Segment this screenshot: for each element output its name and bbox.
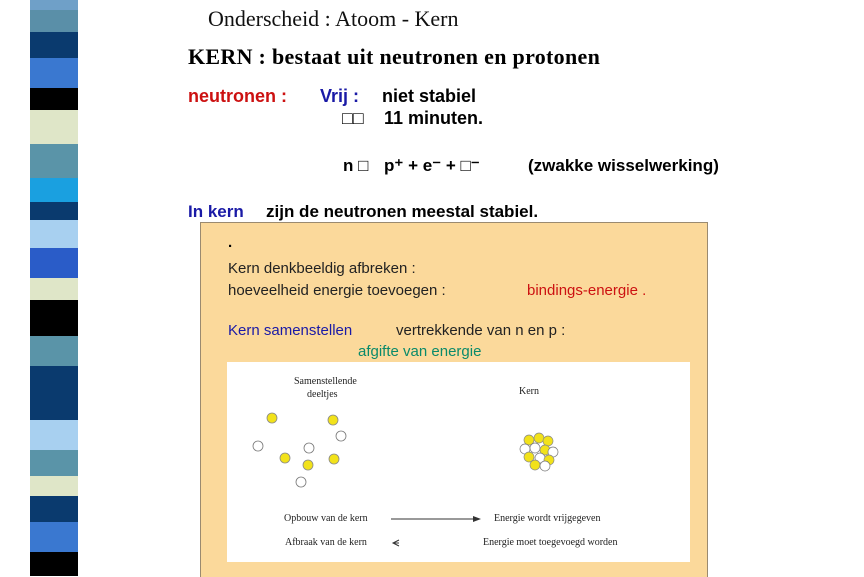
nucleus-diagram	[227, 362, 690, 562]
neutron-particle	[296, 477, 306, 487]
afgifte-text: afgifte van energie	[358, 343, 482, 360]
label-deeltjes: deeltjes	[307, 389, 338, 400]
nucleus-particle	[543, 436, 553, 446]
proton-particle	[329, 454, 339, 464]
halftime-text: 11 minuten.	[384, 108, 484, 128]
decay-neutron: n □	[343, 156, 369, 175]
box-line-1: Kern denkbeeldig afbreken :	[228, 260, 416, 277]
label-afbraak: Afbraak van de kern	[285, 537, 367, 548]
label-opbouw-result: Energie wordt vrijgegeven	[494, 513, 601, 524]
box-line-3b: vertrekkende van n en p :	[396, 322, 566, 339]
label-samenstellende: Samenstellende	[294, 376, 357, 387]
decorative-side-strip	[30, 0, 78, 576]
nucleus-particle	[540, 461, 550, 471]
arrow-right-head	[473, 516, 481, 522]
vrij-label: Vrij :	[320, 86, 360, 106]
neutron-particle	[336, 431, 346, 441]
box-dot: .	[228, 234, 233, 251]
in-kern-text: zijn de neutronen meestal stabiel.	[266, 202, 539, 221]
proton-particle	[280, 453, 290, 463]
neutronen-label: neutronen :	[188, 86, 287, 106]
in-kern-label: In kern	[188, 202, 244, 221]
bindings-energie: bindings-energie .	[527, 282, 647, 299]
decay-note: (zwakke wisselwerking)	[528, 156, 719, 175]
diagram-graphics	[227, 362, 690, 562]
proton-particle	[303, 460, 313, 470]
halftime-symbols: □□	[342, 108, 364, 128]
proton-particle	[328, 415, 338, 425]
niet-stabiel-text: niet stabiel	[382, 86, 477, 106]
box-line-3a: Kern samenstellen	[228, 322, 353, 339]
nucleus-particle	[534, 433, 544, 443]
decay-products: p⁺ + e⁻ + □⁻	[384, 156, 480, 175]
label-kern: Kern	[519, 386, 539, 397]
page-title: Onderscheid : Atoom - Kern	[208, 6, 459, 31]
neutron-particle	[253, 441, 263, 451]
label-opbouw: Opbouw van de kern	[284, 513, 368, 524]
box-line-2: hoeveelheid energie toevoegen :	[228, 282, 446, 299]
nucleus-particle	[530, 443, 540, 453]
kern-heading: KERN : bestaat uit neutronen en protonen	[188, 44, 601, 69]
label-afbraak-result: Energie moet toegevoegd worden	[483, 537, 618, 548]
neutron-particle	[304, 443, 314, 453]
nucleus-particle	[530, 460, 540, 470]
proton-particle	[267, 413, 277, 423]
